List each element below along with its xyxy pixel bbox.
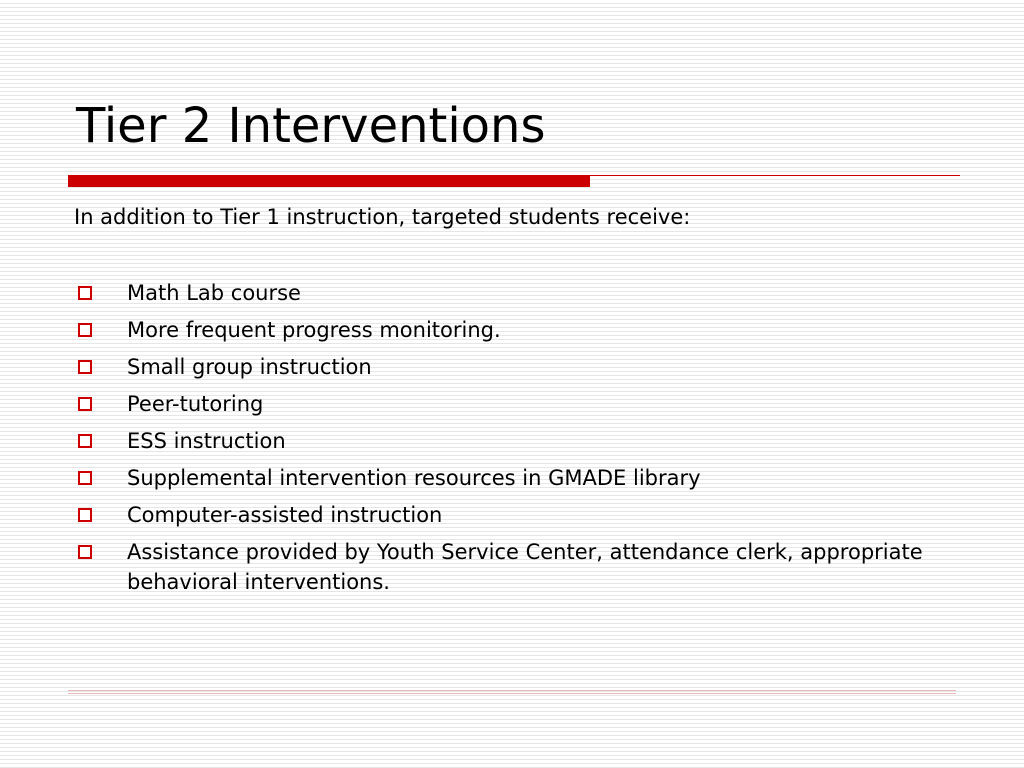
list-item-text: Assistance provided by Youth Service Center, attendance clerk, appropriate behavioral interventions.	[127, 540, 923, 594]
hollow-square-icon	[78, 323, 92, 337]
list-item	[74, 537, 974, 597]
list-item	[74, 315, 974, 345]
list-item	[74, 500, 974, 530]
footer-divider	[68, 690, 956, 691]
intro-text: In addition to Tier 1 instruction, targeted students receive:	[74, 205, 691, 229]
slide-title: Tier 2 Interventions	[76, 98, 546, 154]
hollow-square-icon	[78, 360, 92, 374]
hollow-square-icon	[78, 397, 92, 411]
list-item-text: Math Lab course	[127, 281, 301, 305]
list-item-text: More frequent progress monitoring.	[127, 318, 501, 342]
hollow-square-icon	[78, 545, 92, 559]
list-item-text: Computer-assisted instruction	[127, 503, 443, 527]
list-item-text: ESS instruction	[127, 429, 286, 453]
footer-divider	[68, 693, 956, 694]
list-item-text: Small group instruction	[127, 355, 372, 379]
list-item	[74, 352, 974, 382]
hollow-square-icon	[78, 286, 92, 300]
list-item	[74, 278, 974, 308]
bullet-list	[74, 278, 974, 604]
list-item-text: Supplemental intervention resources in GMADE library	[127, 466, 701, 490]
list-item	[74, 463, 974, 493]
list-item	[74, 426, 974, 456]
hollow-square-icon	[78, 508, 92, 522]
title-underline-thick	[68, 175, 590, 187]
hollow-square-icon	[78, 471, 92, 485]
list-item-text: Peer-tutoring	[127, 392, 264, 416]
list-item	[74, 389, 974, 419]
hollow-square-icon	[78, 434, 92, 448]
title-underline-thin	[590, 175, 960, 176]
